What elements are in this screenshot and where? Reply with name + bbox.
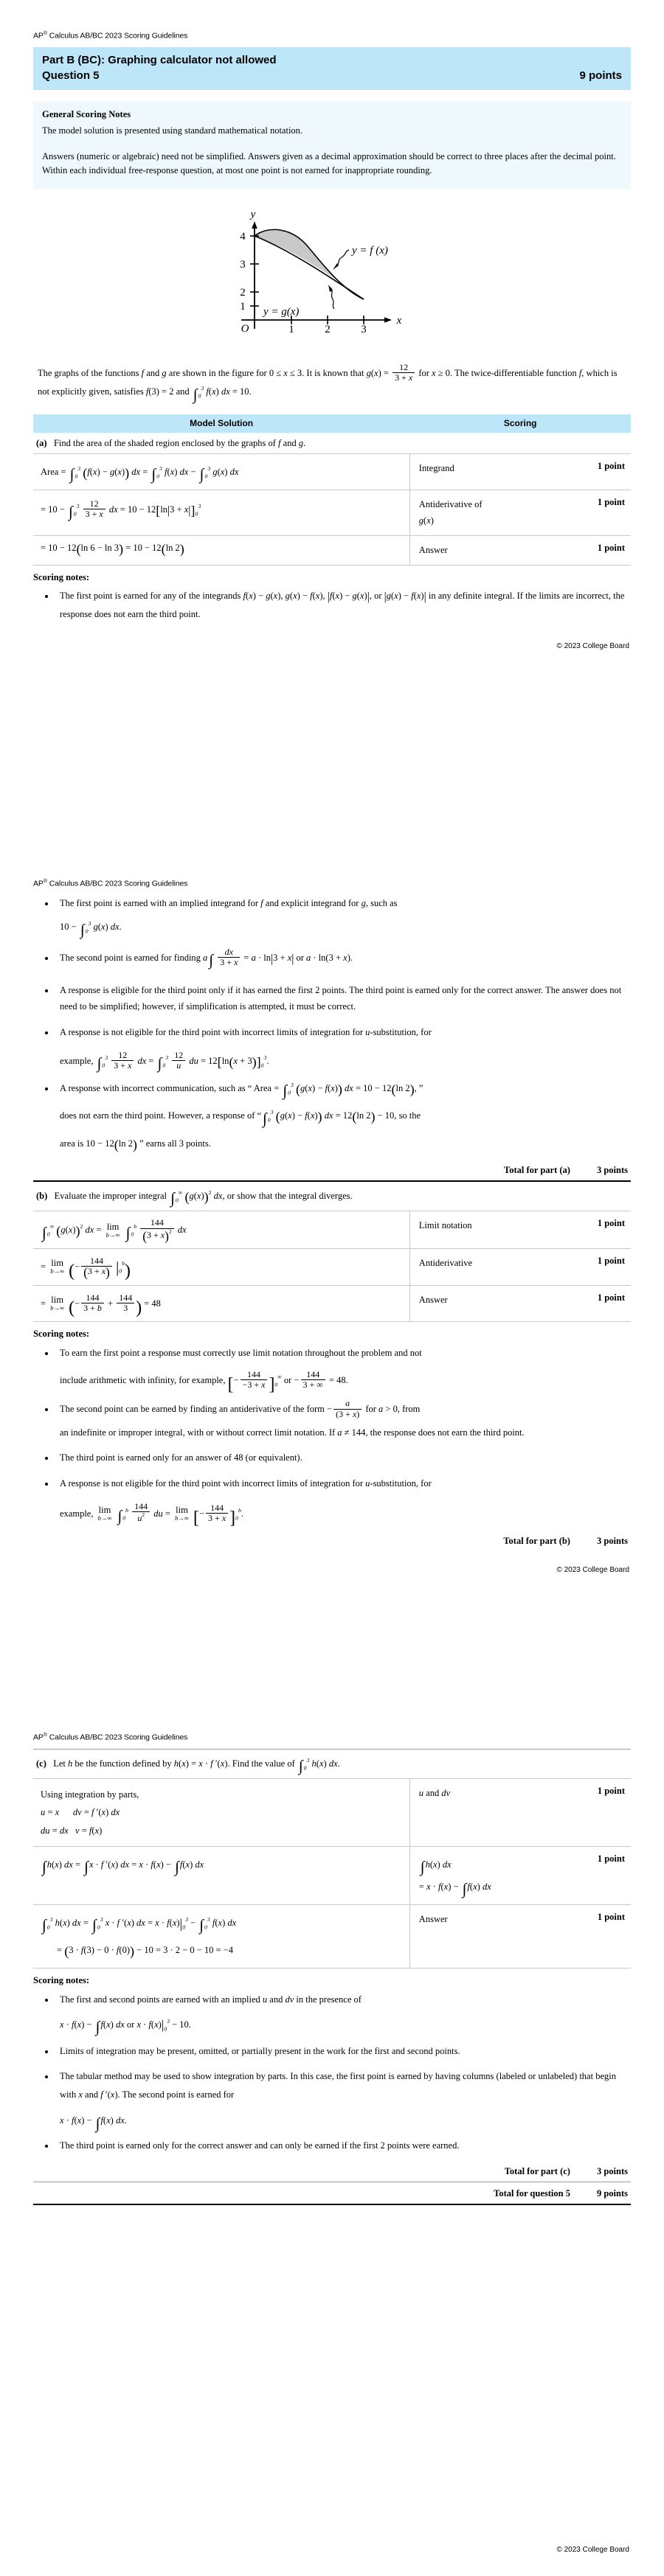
part-b-note-3: • The third point is earned only for an answer of 48 (or equivalent). [55, 1450, 631, 1466]
scoring-table-part-c [33, 1749, 631, 1968]
part-b-note-4: • A response is not eligible for the third point with incorrect limits of integration for u-substitution, for example, lim b→∞ $\int_0^b$ $\frac{144}{u^2}$ du = lim b→∞ [− $\frac{144}{3 + x}$ ]$_0^b$. [55, 1475, 631, 1524]
question-points: 9 points [579, 69, 622, 83]
part-b-notes-heading: Scoring notes: [33, 1329, 90, 1340]
origin-label: O [241, 322, 249, 335]
running-head-page-2: AP® Calculus AB/BC 2023 Scoring Guidelines [33, 879, 188, 888]
part-b-total-points: 3 points [596, 1535, 628, 1546]
part-c-score-1 [409, 1778, 631, 1846]
leader-f-arrow [333, 263, 339, 270]
general-scoring-notes-p2: Answers (numeric or algebraic) need not be simplified. Answers given as a decimal approximation should be correct to three places after the decimal point. Within each individual free-response question, at most one point is not earned for inappropriate rounding. [42, 150, 616, 176]
part-a-notes-list [33, 587, 631, 623]
y-tick-label-1: 1 [240, 300, 246, 313]
part-b-note-1: • To earn the first point a response must correctly use limit notation throughout the problem and not include arithmetic with infinity, for example, [− $\frac{144}{-3 + x}$ ]$_0^\infty$ or − $\frac{144}{3 + \infty}$ = 48. [55, 1343, 631, 1390]
part-c-row-2 [33, 1846, 631, 1904]
part-a-work-2: = $10 - \int_0^3$ $\frac{12}{3 + x}$ dx = $10 - 12[\ln|3 + x|]_0^3$ [33, 490, 409, 536]
part-a-points-2: 1 point [597, 497, 625, 508]
part-a-total-row [33, 1165, 631, 1176]
part-c-label: (c) [36, 1758, 46, 1769]
question-end-divider [33, 2204, 631, 2205]
part-c-criterion-2: ∫h(x) dx = x · f(x) − ∫f(x) dx [418, 1858, 491, 1898]
part-b-work-1: $\int_0^\infty$ $(g(x))^2$ dx = lim b→∞ $\int_0^b$ $\frac{144}{(3 + x)^2}$ dx [33, 1211, 409, 1249]
scoring-table-part-a [33, 414, 631, 566]
part-b-work-3: = lim b→∞ (− $\frac{144}{3 + b}$ + $\frac{144}{3}$ ) = 48 [33, 1286, 409, 1322]
page-3 [0, 1696, 664, 2576]
part-b-total-label: Total for part (b) [503, 1535, 570, 1546]
part-b-row-2 [33, 1249, 631, 1286]
part-b-total-row [33, 1536, 631, 1547]
part-a-total-points: 3 points [596, 1165, 628, 1176]
part-a-note-1: • The first point is earned for any of the integrands f(x) − g(x), g(x) − f(x), |f(x) − g(x)|, or |g(x) − f(x)| in any definite integral. If the limits are incorrect, the response does not earn the third point. [55, 587, 631, 623]
part-b-points-2: 1 point [597, 1256, 625, 1267]
part-a-score-2 [409, 490, 631, 536]
part-c-note-1: • The first and second points are earned with an implied u and dv in the presence of x · f(x) − ∫f(x) dx or $x \cdot f(x)|_0^3 - 10$. [55, 1990, 631, 2036]
part-c-work-1: Using integration by parts, u = x dv = f ′(x) dx du = dx v = f(x) [33, 1778, 409, 1846]
label-f: y = f (x) [352, 244, 388, 257]
col-header-scoring: Scoring [409, 414, 631, 433]
part-c-total-label: Total for part (c) [504, 2166, 570, 2177]
general-scoring-notes-p1: The model solution is presented using standard mathematical notation. [42, 125, 303, 136]
label-g: y = g(x) [263, 305, 300, 318]
part-c-points-1: 1 point [597, 1785, 625, 1796]
part-c-notes-list [33, 1990, 631, 2155]
part-a-work-3: = 10 − 12(ln 6 − ln 3) = 10 − 12(ln 2) [33, 535, 409, 565]
part-a-criterion-1: Integrand [418, 462, 454, 473]
y-axis-label: y [250, 208, 256, 220]
part-b-criterion-1: Limit notation [418, 1220, 472, 1231]
part-c-criterion-3: Answer [418, 1913, 448, 1924]
part-b-notes-list [33, 1343, 631, 1528]
part-c-note-4: • The third point is earned only for the correct answer and can only be earned if the first 2 points were earned. [55, 2138, 631, 2154]
part-a-note-6: • A response with incorrect communication, such as “ Area = $\int_0^3$ (g(x) − f(x)) dx = 10 − 12(ln 2), ” does not earn the third point. However, a response of “$\int_0^3$ (g(x) − f(x)) dx = 12(ln 2) − 10, so the area is 10 − 12(ln 2) ” earns all 3 points. [55, 1079, 631, 1154]
part-a-note-5: • A response is not eligible for the third point with incorrect limits of integration for u-substitution, for example, $\int_0^3$ $\frac{12}{3 + x}$ dx = $\int_0^3$ $\frac{12}{u}$ du = $12[\ln(x + 3)]_0^3$. [55, 1023, 631, 1071]
x-tick-label-1: 1 [288, 323, 294, 335]
general-scoring-notes [33, 102, 631, 189]
part-c-prompt-row: (c) Let h be the function defined by h(x) = x · f ′(x). Find the value of $\int_0^3$ h(x) dx. [33, 1749, 631, 1778]
part-a-prompt-row: (a) Find the area of the shaded region enclosed by the graphs of f and g. [33, 433, 631, 454]
part-b-score-2 [409, 1249, 631, 1286]
y-tick-label-2: 2 [240, 286, 246, 299]
part-a-notes-heading: Scoring notes: [33, 572, 90, 583]
part-a-note-4: • A response is eligible for the third point only if it has earned the first 2 points. The third point is earned only for the correct answer. The answer does not need to be simplified; however, if simplification is attempted, it must be correct. [55, 983, 631, 1015]
x-axis-arrow [384, 317, 392, 323]
part-b-row-3 [33, 1286, 631, 1322]
part-c-row-1 [33, 1778, 631, 1846]
y-tick-label-4: 4 [240, 230, 246, 243]
question-title: Question 5 [42, 69, 100, 83]
part-a-note-3: • The second point is earned for finding a∫ $\frac{dx}{3 + x}$ = a · ln|3 + x| or a · ln(3 + x). [55, 944, 631, 975]
col-header-model-solution: Model Solution [33, 414, 409, 433]
part-a-total-label: Total for part (a) [504, 1165, 570, 1176]
part-c-row-3 [33, 1904, 631, 1968]
part-b-points-1: 1 point [597, 1218, 625, 1229]
part-b-score-1 [409, 1211, 631, 1249]
running-head-page-3: AP® Calculus AB/BC 2023 Scoring Guidelines [33, 1733, 188, 1742]
part-a-notes-continued [33, 896, 631, 1154]
problem-stem: The graphs of the functions f and g are shown in the figure for 0 ≤ x ≤ 3. It is known that g(x) = $\frac{12}{3 + x}$ for x ≥ 0. The twice-differentiable function f, which is not explicitly given, satisfies f(3) = 2 and $\int_0^3$ f(x) dx = 10. [38, 361, 618, 403]
part-a-work-1: Area = $\int_0^3$ (f(x) − g(x)) dx = $\int_0^3$ f(x) dx − $\int_0^3$ g(x) dx [33, 453, 409, 490]
graph-fg [210, 205, 454, 349]
copyright-page-1: © 2023 College Board [556, 642, 629, 651]
part-a-row-3 [33, 535, 631, 565]
part-a-row-1 [33, 453, 631, 490]
x-axis-label: x [396, 314, 402, 327]
y-tick-label-3: 3 [240, 258, 246, 271]
part-c-total-points: 3 points [596, 2166, 628, 2177]
part-b-criterion-2: Antiderivative [418, 1258, 472, 1269]
part-c-points-2: 1 point [597, 1853, 625, 1864]
part-a-note-2: • The first point is earned with an implied integrand for f and explicit integrand for g, such as $10 - \int_0^3$ g(x) dx. [55, 896, 631, 937]
part-a-points-1: 1 point [597, 460, 625, 471]
part-c-criterion-1: u and dv [418, 1787, 451, 1798]
part-a-label: (a) [36, 437, 47, 448]
part-c-total-row [33, 2166, 631, 2177]
part-a-criterion-2: Antiderivative of g(x) [418, 499, 483, 526]
general-scoring-notes-heading: General Scoring Notes [42, 109, 131, 119]
part-b-points-3: 1 point [597, 1292, 625, 1303]
question-total-row [33, 2188, 631, 2199]
part-title: Part B (BC): Graphing calculator not allowed [42, 53, 277, 66]
question-total-points: 9 points [596, 2188, 628, 2199]
part-a-score-1 [409, 453, 631, 490]
part-c-points-3: 1 point [597, 1911, 625, 1922]
x-tick-label-3: 3 [361, 323, 367, 335]
part-c-note-2: • Limits of integration may be present, omitted, or partially present in the work for the first and second points. [55, 2044, 631, 2060]
page-2 [0, 840, 664, 1696]
page-1 [0, 0, 664, 840]
part-c-notes-heading: Scoring notes: [33, 1974, 90, 1985]
part-b-note-2: • The second point can be earned by finding an antiderivative of the form − $\frac{a}{(3 + x)}$ for a > 0, from an indefinite or improper integral, with or without correct limit notation. If a ≠ 144, the response does not earn the third point. [55, 1399, 631, 1442]
problem-figure [33, 205, 631, 349]
part-b-criterion-3: Answer [418, 1295, 448, 1306]
part-c-score-3 [409, 1904, 631, 1968]
copyright-page-3: © 2023 College Board [556, 2546, 629, 2554]
copyright-page-2: © 2023 College Board [556, 1565, 629, 1574]
part-c-work-2: ∫h(x) dx = ∫x · f ′(x) dx = x · f(x) − ∫f(x) dx [33, 1846, 409, 1904]
part-a-row-2 [33, 490, 631, 536]
part-c-work-3: $\int_0^3$ h(x) dx = $\int_0^3$ x · f ′(x) dx = $x \cdot f(x)|_0^3 - \int_0^3$ f(x) dx = (3 · f(3) − 0 · f(0)) − 10 = 3 · 2 − 0 − 10 = −4 [33, 1904, 409, 1968]
curve-g [255, 236, 364, 299]
x-tick-label-2: 2 [325, 323, 331, 335]
part-b-prompt-row: (b) Evaluate the improper integral $\int_0^\infty$ $(g(x))^2$ dx, or show that the integral diverges. [33, 1182, 631, 1211]
part-c-score-2 [409, 1846, 631, 1904]
part-c-note-3: • The tabular method may be used to show integration by parts. In this case, the first point is earned by having columns (labeled or unlabeled) that begin with x and f ′(x). The second point is earned for x · f(x) − ∫f(x) dx. [55, 2067, 631, 2130]
part-a-criterion-3: Answer [418, 544, 448, 555]
part-a-score-3 [409, 535, 631, 565]
part-b-label: (b) [36, 1191, 48, 1202]
part-a-points-3: 1 point [597, 542, 625, 553]
part-b-row-1 [33, 1211, 631, 1249]
question-banner [33, 47, 631, 91]
scoring-table-part-b [33, 1182, 631, 1322]
question-total-label: Total for question 5 [494, 2188, 570, 2199]
part-b-work-2: = lim b→∞ (− $\frac{144}{(3 + x)}$ $|_0^b$) [33, 1249, 409, 1286]
part-b-score-3 [409, 1286, 631, 1322]
y-axis-arrow [252, 221, 257, 229]
running-head: AP® Calculus AB/BC 2023 Scoring Guidelines [33, 31, 188, 41]
